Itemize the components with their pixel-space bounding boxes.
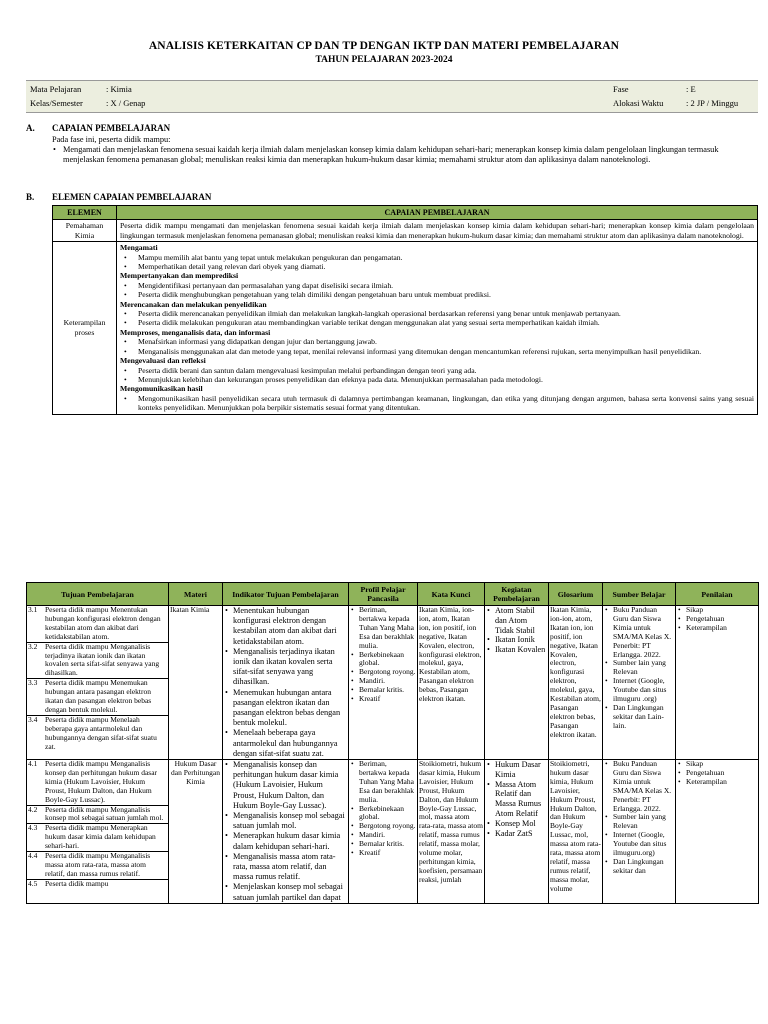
group-title: Merencanakan dan melakukan penyelidikan <box>120 299 267 309</box>
elemen-label: Keterampilan proses <box>53 242 117 414</box>
kegiatan-cell-item: • Hukum Dasar Kimia <box>486 760 547 780</box>
section-b-title: ELEMEN CAPAIAN PEMBELAJARAN <box>52 192 212 202</box>
profil-cell-item: • Beriman, bertakwa kepada Tuhan Yang Maha Esa dan berakhlak mulia. <box>350 760 416 805</box>
page-subtitle: TAHUN PELAJARAN 2023-2024 <box>315 55 453 65</box>
tujuan-number: 4.5 <box>28 878 38 888</box>
group-list <box>120 394 754 413</box>
kegiatan-cell <box>485 760 549 904</box>
penilaian-cell-item: • Sikap <box>677 760 757 769</box>
tujuan-entry <box>27 806 168 825</box>
tp-column-header: Tujuan Pembelajaran <box>27 583 169 606</box>
glosarium-cell: Ikatan Kimia, ion-ion, atom, Ikatan ion, ion positif, ion negative, Ikatan Kovalen, electron, konfigurasi elektron, molekul, gaya, Kestabilan atom, Pasangan elektron bebas, Pasangan elektron ikatan. <box>549 606 603 760</box>
sumber-cell-item: • Buku Panduan Guru dan Siswa Kimia untuk SMA/MA Kelas X. Penerbit: PT Erlangga. 2022. <box>604 606 674 659</box>
tujuan-entry <box>27 824 168 852</box>
tujuan-text: Peserta didik mampu Menganalisis konsep dan perhitungan hukum dasar kimia (Hukum Lavoisier, Hukum Proust, Hukum Dalton, dan Hukum Boyle-Gay Lussac). <box>45 759 158 804</box>
tujuan-entry <box>27 716 168 752</box>
tp-row <box>27 760 759 904</box>
profil-cell-item: • Bergotong royong. <box>350 668 416 677</box>
indikator-cell-item: • Menganalisis konsep dan perhitungan hukum dasar kimia (Hukum Lavoisier, Hukum Proust, Hukum Dalton, dan Hukum Boyle-Gay Lussac). <box>224 760 347 811</box>
elemen-text: Peserta didik mampu mengamati dan menjelaskan fenomena sesuai kaidah kerja ilmiah dalam menjelaskan konsep kimia dalam kehidupan sehari-hari; menerapkan konsep kimia dalam pengelolaan lingkungan termasuk menjelaskan fenomena pemanasan global; menuliskan reaksi kimia dan menerapkan hukum-hukum dasar kimia; dan memahami struktur atom dan aplikasinya dalam nanoteknologi. <box>117 220 758 242</box>
profil-cell-list <box>350 760 416 858</box>
tujuan-entry <box>27 880 168 889</box>
indikator-cell-item: • Menjelaskan konsep mol sebagai satuan jumlah partikel dan dapat <box>224 882 347 902</box>
group-item: • Peserta didik berani dan santun dalam mengevaluasi kesimpulan melalui perbandingan dengan teori yang ada. <box>120 366 754 375</box>
indikator-cell-item: • Menelaah beberapa gaya antarmolekul dan hubungannya dengan sifat-sifat suatu zat. <box>224 728 347 759</box>
kelas-value: : X / Genap <box>106 98 146 108</box>
group-item: • Peserta didik menghubungkan pengetahuan yang telah dimiliki dengan pengetahuan baru untuk membuat prediksi. <box>120 290 754 299</box>
section-a-intro: Pada fase ini, peserta didik mampu: <box>52 135 171 144</box>
mapel-value: : Kimia <box>106 84 132 94</box>
tujuan-text: Peserta didik mampu Menganalisis konsep mol sebagai satuan jumlah mol. <box>45 804 164 823</box>
elemen-table <box>52 205 758 415</box>
tujuan-text: Peserta didik mampu Menganalisis terjadinya ikatan ionik dan ikatan kovalen serta sifat-sifat senyawa yang dihasilkan. <box>45 641 160 678</box>
indikator-cell-item: • Menentukan hubungan konfigurasi elektron dengan kestabilan atom dan akibat dari ketidakstabilan atom. <box>224 606 347 647</box>
materi-cell: Hukum Dasar dan Perhitungan Kimia <box>169 760 223 904</box>
sumber-cell-item: • Internet (Google, Youtube dan situs ilmuguru .org) <box>604 677 674 704</box>
waktu-label: Alokasi Waktu <box>613 98 664 108</box>
mapel-label: Mata Pelajaran <box>30 84 82 94</box>
group-item: • Mengidentifikasi pertanyaan dan permasalahan yang dapat diselisiki secara ilmiah. <box>120 281 754 290</box>
penilaian-cell-list <box>677 760 757 787</box>
kegiatan-cell-item: • Ikatan Kovalen <box>486 645 547 655</box>
indikator-cell-list <box>224 760 347 903</box>
sumber-cell-item: • Sumber lain yang Relevan <box>604 659 674 677</box>
profil-cell-item: • Mandiri. <box>350 831 416 840</box>
tujuan-number: 4.4 <box>28 851 38 861</box>
group-item: • Menunjukkan kelebihan dan kekurangan proses penyelidikan dan efeknya pada data. Menunjukkan permasalahan pada metodologi. <box>120 375 754 384</box>
tp-column-header: Penilaian <box>676 583 759 606</box>
tujuan-cell <box>27 606 169 760</box>
group-item: • Memperhatikan detail yang relevan dari obyek yang diamati. <box>120 262 754 271</box>
penilaian-cell-item: • Keterampilan <box>677 624 757 633</box>
group-title: Mengevaluasi dan refleksi <box>120 356 206 366</box>
penilaian-cell-item: • Pengetahuan <box>677 769 757 778</box>
profil-cell-item: • Bernalar kritis. <box>350 686 416 695</box>
section-a-bullet: • Mengamati dan menjelaskan fenomena sesuai kaidah kerja ilmiah dalam menjelaskan konsep kimia dalam kehidupan sehari-hari; menerapkan konsep kimia dalam pengelolaan lingkungan termasuk menjelaskan fenomena pemanasan global; menuliskan reaksi kimia dan menerapkan hukum-hukum dasar kimia; memahami struktur atom dan aplikasinya dalam nanoteknologi. <box>52 145 752 165</box>
tujuan-number: 3.2 <box>28 641 38 651</box>
group-item: • Menafsirkan informasi yang didapatkan dengan jujur dan bertanggung jawab. <box>120 337 754 346</box>
sumber-cell-item: • Dan Lingkungan sekitar dan Lain-lain. <box>604 704 674 731</box>
penilaian-cell-item: • Sikap <box>677 606 757 615</box>
group-title: Mengamati <box>120 243 158 253</box>
waktu-value: : 2 JP / Minggu <box>686 98 739 108</box>
group-item: • Menganalisis menggunakan alat dan metode yang tepat, menilai relevansi informasi yang ditemukan dengan mencantumkan referensi rujukan, serta menyimpulkan hasil penyelidikan. <box>120 347 754 356</box>
group-item: • Peserta didik merencanakan penyelidikan ilmiah dan melakukan langkah-langkah operasional berdasarkan referensi yang benar untuk menjawab pertanyaan. <box>120 309 754 318</box>
group-title: Mempertanyakan dan memprediksi <box>120 271 239 281</box>
group-item: • Mampu memilih alat bantu yang tepat untuk melakukan pengukuran dan pengamatan. <box>120 253 754 262</box>
tujuan-text: Peserta didik mampu <box>45 878 109 888</box>
tujuan-number: 4.2 <box>28 804 38 814</box>
sumber-cell-list <box>604 760 674 876</box>
tp-column-header: Profil Pelajar Pancasila <box>349 583 418 606</box>
profil-cell-item: • Beriman, bertakwa kepada Tuhan Yang Maha Esa dan berakhlak mulia. <box>350 606 416 651</box>
section-a-title: CAPAIAN PEMBELAJARAN <box>52 123 171 133</box>
profil-cell-item: • Mandiri. <box>350 677 416 686</box>
profil-cell-list <box>350 606 416 704</box>
penilaian-cell-list <box>677 606 757 633</box>
kegiatan-cell-item: • Massa Atom Relatif dan Massa Rumus Atom Relatif <box>486 780 547 819</box>
sumber-cell-list <box>604 606 674 731</box>
sumber-cell-item: • Sumber lain yang Relevan <box>604 813 674 831</box>
tujuan-number: 3.1 <box>28 605 38 614</box>
tp-column-header: Kegiatan Pembelajaran <box>485 583 549 606</box>
tujuan-text: Peserta didik mampu Menganalisis massa atom rata-rata, massa atom relatif, dan massa rumus relatif. <box>45 851 151 878</box>
capaian-header: CAPAIAN PEMBELAJARAN <box>117 206 758 220</box>
kelas-label: Kelas/Semester <box>30 98 83 108</box>
kata-kunci-cell: Ikatan Kimia, ion-ion, atom, Ikatan ion, ion positif, ion negative, Ikatan Kovalen, electron, konfigurasi elektron, molekul, gaya, Kestabilan atom, Pasangan elektron bebas, Pasangan elektron ikatan. <box>418 606 485 760</box>
kegiatan-cell <box>485 606 549 760</box>
tp-column-header: Glosarium <box>549 583 603 606</box>
indikator-cell <box>223 760 349 904</box>
tujuan-pembelajaran-table <box>26 582 759 904</box>
penilaian-cell-item: • Pengetahuan <box>677 615 757 624</box>
elemen-label: Pemahaman Kimia <box>53 220 117 242</box>
kegiatan-cell-item: • Atom Stabil dan Atom Tidak Stabil <box>486 606 547 635</box>
tujuan-text: Peserta didik mampu Menerapkan hukum dasar kimia dalam kehidupan sehari-hari. <box>45 823 156 851</box>
tujuan-number: 4.1 <box>28 759 38 769</box>
tp-row <box>27 606 759 760</box>
group-list <box>120 366 754 385</box>
fase-label: Fase <box>613 84 629 94</box>
group-list <box>120 281 754 300</box>
tp-column-header: Indikator Tujuan Pembelajaran <box>223 583 349 606</box>
glosarium-cell: Stoikiometri, hukum dasar kimia, Hukum Lavoisier, Hukum Proust, Hukum Dalton, dan Hukum Boyle-Gay Lussac, mol, massa atom rata-rata, massa atom relatif, massa rumus relatif, massa molar, volume <box>549 760 603 904</box>
sumber-cell <box>603 606 676 760</box>
tp-header-row <box>27 583 759 606</box>
penilaian-cell-item: • Keterampilan <box>677 778 757 787</box>
tujuan-text: Peserta didik mampu Menemukan hubungan antara pasangan elektron ikatan dan pasangan elektron bebas dengan bentuk molekul. <box>45 678 152 714</box>
indikator-cell-item: • Menemukan hubungan antara pasangan elektron ikatan dan pasangan elektron bebas dengan bentuk molekul. <box>224 688 347 729</box>
group-title: Memproses, menganalisis data, dan informasi <box>120 327 271 337</box>
fase-value: : E <box>686 84 696 94</box>
group-list <box>120 309 754 328</box>
indikator-cell-item: • Menerapkan hukum dasar kimia dalam kehidupan sehari-hari. <box>224 831 347 851</box>
tujuan-number: 4.3 <box>28 823 38 833</box>
kegiatan-cell-list <box>486 760 547 838</box>
keterampilan-groups <box>117 242 758 414</box>
indikator-cell-list <box>224 606 347 759</box>
materi-cell: Ikatan Kimia <box>169 606 223 760</box>
tujuan-text: Peserta didik mampu Menelaah beberapa gaya antarmolekul dan hubungannya dengan sifat-sifat suatu zat. <box>45 714 157 751</box>
section-a-letter: A. <box>26 123 35 133</box>
tujuan-text: Peserta didik mampu Menentukan hubungan konfigurasi elektron dengan kestabilan atom dan akibat dari ketidakstabilan atom. <box>45 605 161 641</box>
group-list <box>120 337 754 356</box>
indikator-cell-item: • Menganalisis konsep mol sebagai satuan jumlah mol. <box>224 811 347 831</box>
info-bar <box>26 80 758 113</box>
elemen-header: ELEMEN <box>53 206 117 220</box>
elemen-header-row <box>53 206 758 220</box>
profil-cell-item: • Kreatif <box>350 849 416 858</box>
tujuan-entry <box>27 760 168 806</box>
sumber-cell-item: • Buku Panduan Guru dan Siswa Kimia untuk SMA/MA Kelas X. Penerbit: PT Erlangga. 2022. <box>604 760 674 813</box>
penilaian-cell <box>676 606 759 760</box>
penilaian-cell <box>676 760 759 904</box>
indikator-cell-item: • Menganalisis terjadinya ikatan ionik dan ikatan kovalen serta sifat-sifat senyawa yang dihasilkan. <box>224 647 347 688</box>
profil-cell <box>349 760 418 904</box>
tujuan-cell <box>27 760 169 904</box>
elemen-row <box>53 220 758 242</box>
tujuan-entry <box>27 606 168 643</box>
tujuan-number: 3.4 <box>28 714 38 724</box>
section-a-body <box>52 135 752 165</box>
profil-cell <box>349 606 418 760</box>
profil-cell-item: • Berkebinekaan global. <box>350 805 416 823</box>
kegiatan-cell-item: • Konsep Mol <box>486 819 547 829</box>
tujuan-entry <box>27 679 168 716</box>
kegiatan-cell-item: • Kadar ZatS <box>486 829 547 839</box>
profil-cell-item: • Bergotong royong. <box>350 822 416 831</box>
sumber-cell <box>603 760 676 904</box>
group-list <box>120 253 754 272</box>
indikator-cell-item: • Menganalisis massa atom rata-rata, massa atom relatif, dan massa rumus relatif. <box>224 852 347 883</box>
kegiatan-cell-list <box>486 606 547 655</box>
group-item: • Mengomunikasikan hasil penyelidikan secara utuh termasuk di dalamnya pertimbangan keamanan, lingkungan, dan etika yang ditunjang dengan argumen, bahasa serta konvensi sains yang sesuai konteks penyelidikan. Menunjukkan pola berpikir sistematis sesuai format yang ditentukan. <box>120 394 754 413</box>
kegiatan-cell-item: • Ikatan Ionik <box>486 635 547 645</box>
profil-cell-item: • Kreatif <box>350 695 416 704</box>
indikator-cell <box>223 606 349 760</box>
tp-column-header: Kata Kunci <box>418 583 485 606</box>
section-b-letter: B. <box>26 192 35 202</box>
sumber-cell-item: • Internet (Google, Youtube dan situs ilmuguru.org) <box>604 831 674 858</box>
profil-cell-item: • Bernalar kritis. <box>350 840 416 849</box>
tujuan-entry <box>27 852 168 880</box>
tujuan-entry <box>27 643 168 680</box>
kata-kunci-cell: Stoikiometri, hukum dasar kimia, Hukum Lavoisier, Hukum Proust, Hukum Dalton, dan Hukum Boyle-Gay Lussac, mol, massa atom rata-rata, massa atom relatif, massa rumus relatif, massa molar, volume molar, perhitungan kimia, koefisien, persamaan reaksi, jumlah <box>418 760 485 904</box>
tp-column-header: Sumber Belajar <box>603 583 676 606</box>
group-item: • Peserta didik melakukan pengukuran atau membandingkan variable terikat dengan menggunakan alat yang sesuai serta memperhatikan kaidah ilmiah. <box>120 318 754 327</box>
tp-column-header: Materi <box>169 583 223 606</box>
tujuan-number: 3.3 <box>28 678 38 688</box>
profil-cell-item: • Berkebinekaan global. <box>350 651 416 669</box>
sumber-cell-item: • Dan Lingkungan sekitar dan <box>604 858 674 876</box>
elemen-row <box>53 242 758 414</box>
group-title: Mengomunikasikan hasil <box>120 384 203 394</box>
page-title: ANALISIS KETERKAITAN CP DAN TP DENGAN IKTP DAN MATERI PEMBELAJARAN <box>148 40 620 52</box>
